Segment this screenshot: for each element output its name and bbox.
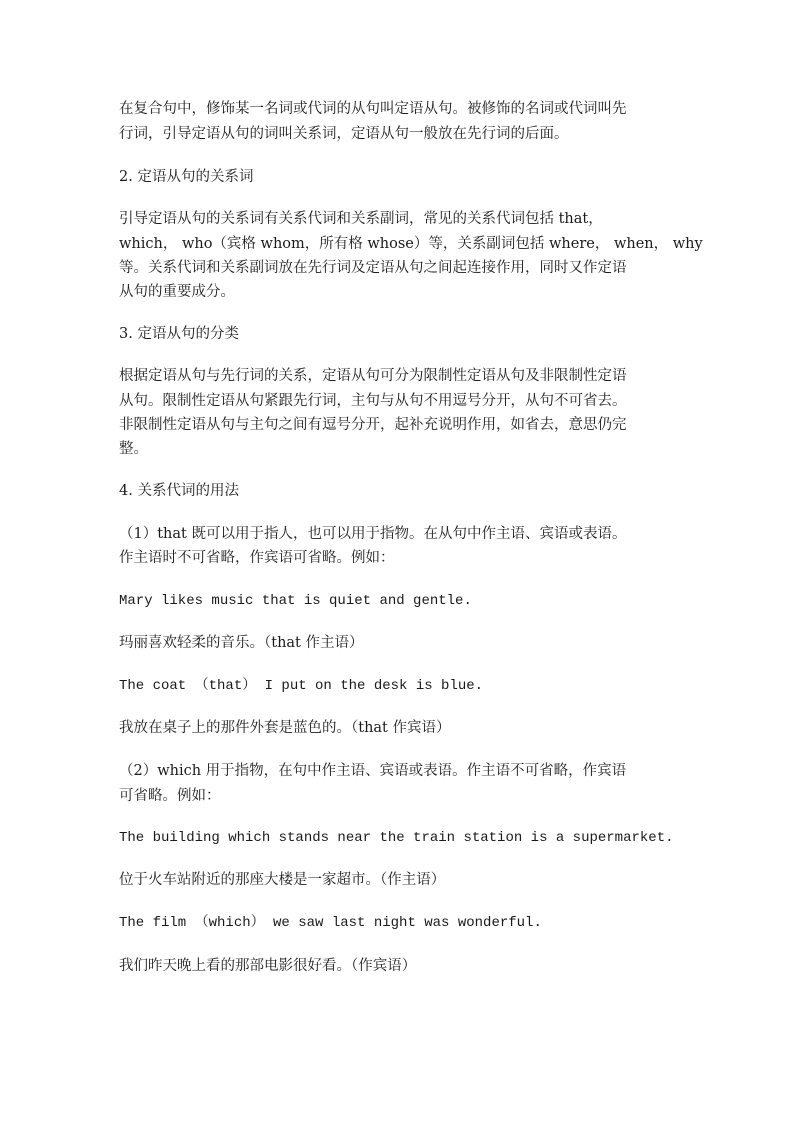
example-2-chinese: 我放在桌子上的那件外套是蓝色的。（that 作宾语） xyxy=(119,720,451,736)
section-2-line-3: 等。关系代词和关系副词放在先行词及定语从句之间起连接作用，同时又作定语 xyxy=(119,260,627,276)
section-3-line-4: 整。 xyxy=(119,441,148,457)
section-2-line-1: 引导定语从句的关系词有关系代词和关系副词，常见的关系代词包括 that， xyxy=(119,211,603,227)
example-3-chinese: 位于火车站附近的那座大楼是一家超市。（作主语） xyxy=(119,872,446,888)
example-2-english: The coat （that） I put on the desk is blue. xyxy=(119,678,484,694)
example-1-english: Mary likes music that is quiet and gentle. xyxy=(119,593,472,609)
point-1-line-2: 作主语时不可省略，作宾语可省略。例如： xyxy=(119,550,395,566)
section-3-heading: 3. 定语从句的分类 xyxy=(119,326,239,342)
example-4-english: The film （which） we saw last night was wonderful. xyxy=(119,915,542,931)
point-2-line-1: （2）which 用于指物，在句中作主语、宾语或表语。作主语不可省略，作宾语 xyxy=(119,763,627,779)
intro-line-1: 在复合句中，修饰某一名词或代词的从句叫定语从句。被修饰的名词或代词叫先 xyxy=(119,101,627,117)
example-4-chinese: 我们昨天晚上看的那部电影很好看。（作宾语） xyxy=(119,958,417,974)
section-4-heading: 4. 关系代词的用法 xyxy=(119,483,239,499)
section-2-line-2: which， who（宾格 whom，所有格 whose）等，关系副词包括 where， when， why xyxy=(119,236,703,252)
point-1-line-1: （1）that 既可以用于指人，也可以用于指物。在从句中作主语、宾语或表语。 xyxy=(119,526,627,542)
point-2-line-2: 可省略。例如： xyxy=(119,788,221,804)
section-3-line-3: 非限制性定语从句与主句之间有逗号分开，起补充说明作用，如省去，意思仍完 xyxy=(119,417,627,433)
section-3-line-1: 根据定语从句与先行词的关系，定语从句可分为限制性定语从句及非限制性定语 xyxy=(119,368,627,384)
example-1-chinese: 玛丽喜欢轻柔的音乐。（that 作主语） xyxy=(119,635,364,651)
section-3-line-2: 从句。限制性定语从句紧跟先行词，主句与从句不用逗号分开，从句不可省去。 xyxy=(119,393,627,409)
intro-line-2: 行词，引导定语从句的词叫关系词，定语从句一般放在先行词的后面。 xyxy=(119,126,569,142)
example-3-english: The building which stands near the train station is a supermarket. xyxy=(119,830,674,846)
section-2-line-4: 从句的重要成分。 xyxy=(119,284,235,300)
section-2-heading: 2. 定语从句的关系词 xyxy=(119,169,254,185)
